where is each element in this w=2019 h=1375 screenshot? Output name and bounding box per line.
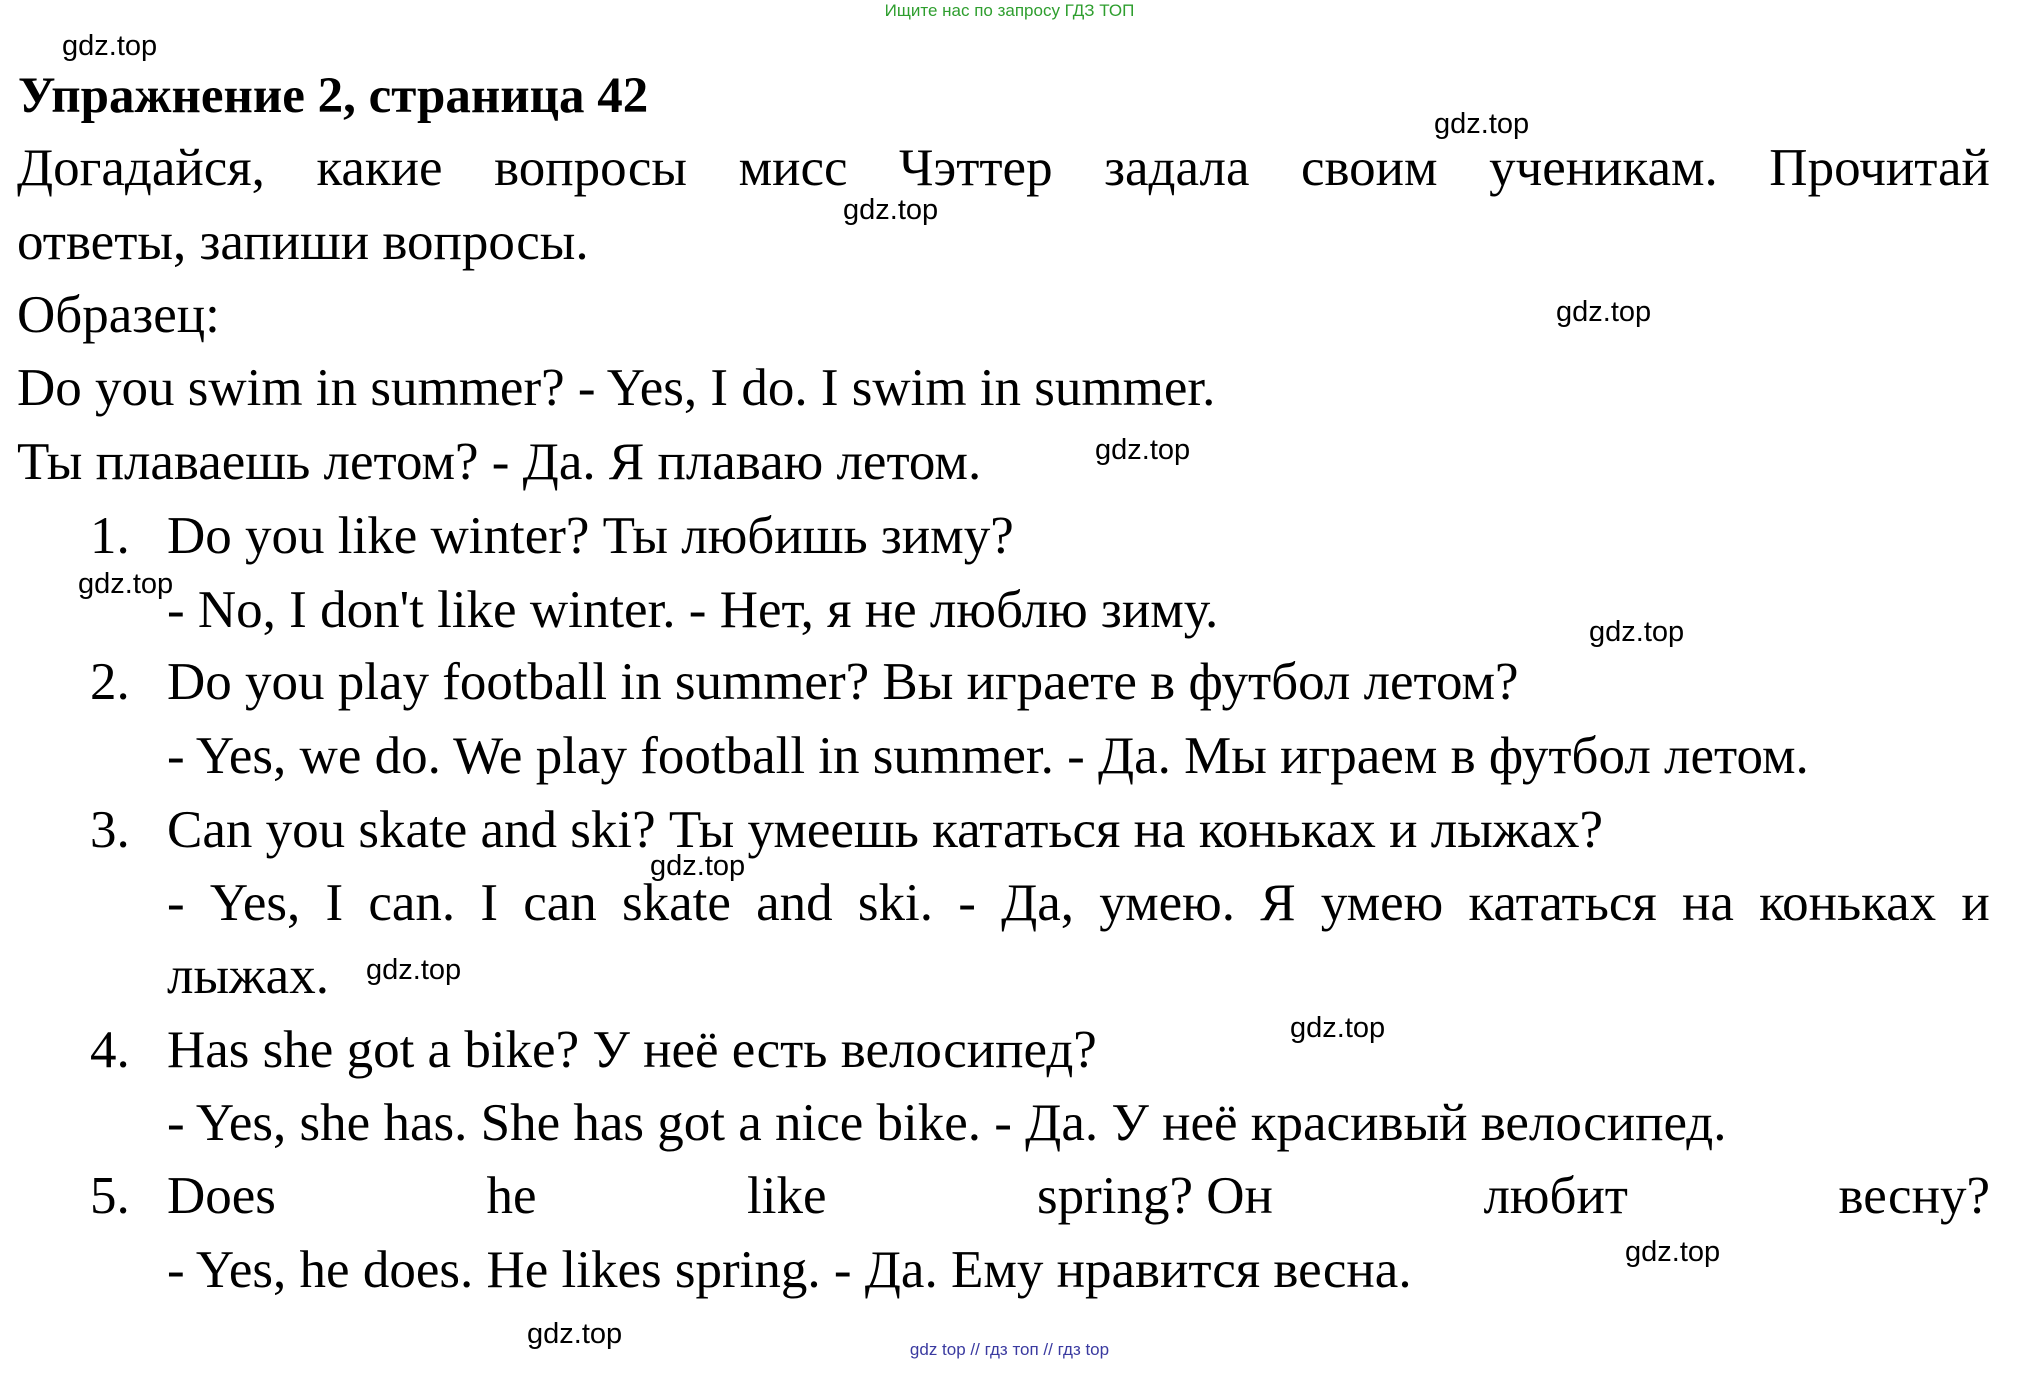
item-answer [167, 873, 1990, 933]
item-answer: - No, I don't like winter. - Нет, я не люблю зиму. [167, 581, 1219, 639]
task-line-1 [17, 138, 1990, 198]
item-answer-continuation: лыжах. [167, 947, 329, 1005]
answer-word: Да, [1001, 874, 1075, 932]
answer-word: - [167, 874, 185, 932]
answer-word: и [1961, 874, 1990, 932]
answer-word: skate [622, 874, 731, 932]
question-word: he [486, 1167, 537, 1225]
item-number: 1. [90, 507, 130, 565]
watermark: gdz.top [650, 850, 746, 882]
watermark: gdz.top [1290, 1012, 1386, 1044]
item-question: Has she got a bike? У неё есть велосипед? [167, 1021, 1097, 1079]
answer-word: I [480, 874, 499, 932]
question-word: Does [167, 1167, 276, 1225]
question-word: like [747, 1167, 827, 1225]
answer-word: на [1681, 874, 1734, 932]
item-question: Can you skate and ski? Ты умеешь кататься на коньках и лыжах? [167, 801, 1603, 859]
task-word: Прочитай [1769, 139, 1990, 197]
answer-word: I [325, 874, 344, 932]
answer-word: умею [1320, 874, 1444, 932]
answer-word: ski. [857, 874, 934, 932]
task-word: Чэттер [899, 139, 1053, 197]
watermark: gdz.top [366, 954, 462, 986]
bottom-banner: gdz top // гдз топ // гдз top [909, 1340, 1110, 1359]
item-answer: - Yes, we do. We play football in summer. - Да. Мы играем в футбол летом. [167, 727, 1809, 785]
top-banner: Ищите нас по запросу ГДЗ ТОП [884, 1, 1135, 20]
item-number: 4. [90, 1021, 130, 1079]
answer-word: can. [368, 874, 456, 932]
watermark: gdz.top [1556, 296, 1652, 328]
question-word: любит [1483, 1167, 1628, 1225]
answer-word: кататься [1468, 874, 1657, 932]
answer-word: коньках [1759, 874, 1937, 932]
watermark: gdz.top [1095, 434, 1191, 466]
answer-word: умею. [1099, 874, 1235, 932]
answer-word: Я [1260, 874, 1296, 932]
task-word: Догадайся, [17, 139, 265, 197]
answer-word: can [523, 874, 597, 932]
sample-russian: Ты плаваешь летом? - Да. Я плаваю летом. [17, 433, 982, 491]
watermark: gdz.top [1434, 108, 1530, 140]
item-answer: - Yes, she has. She has got a nice bike. - Да. У неё красивый велосипед. [167, 1094, 1727, 1152]
watermark: gdz.top [1589, 616, 1685, 648]
item-answer: - Yes, he does. He likes spring. - Да. Ему нравится весна. [167, 1241, 1412, 1299]
page-title: Упражнение 2, страница 42 [18, 68, 649, 124]
item-question [167, 1166, 1990, 1226]
item-question: Do you play football in summer? Вы играете в футбол летом? [167, 653, 1519, 711]
watermark: gdz.top [843, 194, 939, 226]
watermark: gdz.top [78, 568, 174, 600]
task-line-2: ответы, запиши вопросы. [17, 213, 589, 271]
answer-word: - [958, 874, 976, 932]
sample-english: Do you swim in summer? - Yes, I do. I swim in summer. [17, 359, 1216, 417]
item-number: 5. [90, 1167, 130, 1225]
task-word: мисс [738, 139, 848, 197]
task-word: своим [1301, 139, 1438, 197]
watermark: gdz.top [527, 1318, 623, 1350]
task-word: задала [1104, 139, 1250, 197]
task-word: какие [316, 139, 443, 197]
answer-word: Yes, [209, 874, 301, 932]
question-word: весну? [1838, 1167, 1990, 1225]
task-word: ученикам. [1489, 139, 1718, 197]
item-question: Do you like winter? Ты любишь зиму? [167, 507, 1014, 565]
task-word: вопросы [494, 139, 688, 197]
sample-label: Образец: [17, 286, 220, 344]
item-number: 3. [90, 801, 130, 859]
watermark: gdz.top [62, 30, 158, 62]
watermark: gdz.top [1625, 1236, 1721, 1268]
answer-word: and [756, 874, 833, 932]
question-word: spring? Он [1037, 1167, 1273, 1225]
item-number: 2. [90, 653, 130, 711]
